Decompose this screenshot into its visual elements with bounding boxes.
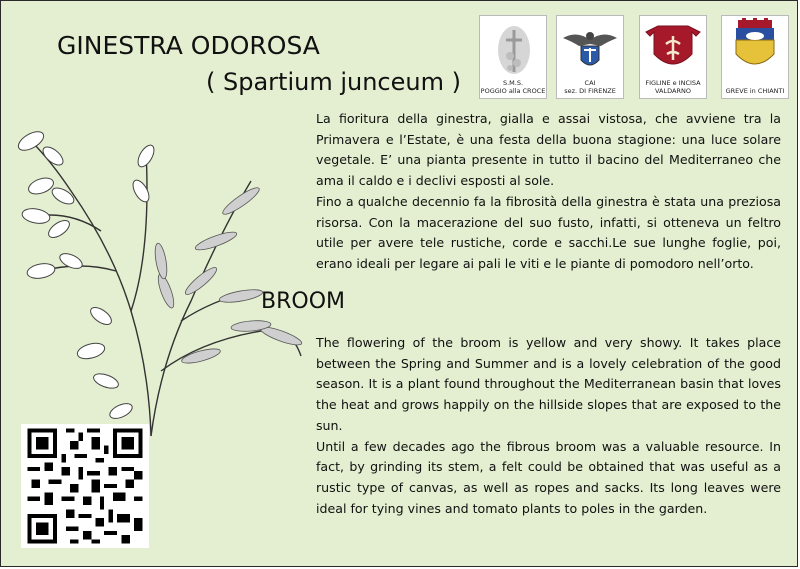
figline-crest-logo-icon xyxy=(640,16,706,78)
logo-caption: CAI xyxy=(584,79,596,87)
logo-caption: VALDARNO xyxy=(655,86,691,95)
english-paragraph: Until a few decades ago the fibrous broom was a valuable resource. In fact, by grinding its stem, a felt could be obtained that was useful as a rustic type of canvas, as well as ropes and sacks. Its long leaves were ideal for tying vines and tomato plants to poles in the garden. xyxy=(316,438,781,516)
qr-code-icon[interactable] xyxy=(21,424,149,548)
logo-figline xyxy=(639,15,707,99)
italian-paragraph: Fino a qualche decennio fa la fibrosità della ginestra è stata una preziosa risorsa. Con la macerazione del suo fusto, infatti, si otteneva un feltro utile per avere tele rustiche, corde e sacchi.Le sue lunghe foglie, poi, erano ideali per legare ai pali le viti e le piante di pomodoro nell’orto. xyxy=(316,193,781,271)
logo-caption: POGGIO alla CROCE xyxy=(480,86,546,95)
cai-eagle-logo-icon xyxy=(557,16,623,78)
logo-sms xyxy=(479,15,547,99)
broom-plant-illustration xyxy=(1,111,321,441)
sms-cross-logo-icon xyxy=(480,16,546,78)
logo-greve xyxy=(721,15,789,99)
logo-caption: FIGLINE e INCISA xyxy=(645,79,701,87)
logo-cai xyxy=(556,15,624,99)
greve-crest-logo-icon xyxy=(722,16,788,78)
page-title: GINESTRA ODOROSA xyxy=(57,31,320,60)
italian-paragraph: La fioritura della ginestra, gialla e assai vistosa, che avviene tra la Primavera e l’Estate, è una festa della buona stagione: una luce solare vegetale. E’ una pianta presente in tutto il bacino del Mediterraneo che ama il caldo e i declivi esposti al sole. xyxy=(316,111,781,189)
italian-description xyxy=(316,109,781,275)
logo-caption: GREVE in CHIANTI xyxy=(725,86,785,95)
english-paragraph: The flowering of the broom is yellow and very showy. It takes place between the Spring and Summer and is a lovely celebration of the good season. It is a plant found throughout the Mediterranean basin that loves the heat and grows happily on the hillside slopes that are exposed to the sun. xyxy=(316,335,781,433)
english-heading: BROOM xyxy=(261,289,345,314)
logo-caption: S.M.S. xyxy=(502,79,524,87)
scientific-name: ( Spartium junceum ) xyxy=(206,68,461,96)
english-description xyxy=(316,333,781,519)
logo-caption: sez. DI FIRENZE xyxy=(564,86,616,95)
